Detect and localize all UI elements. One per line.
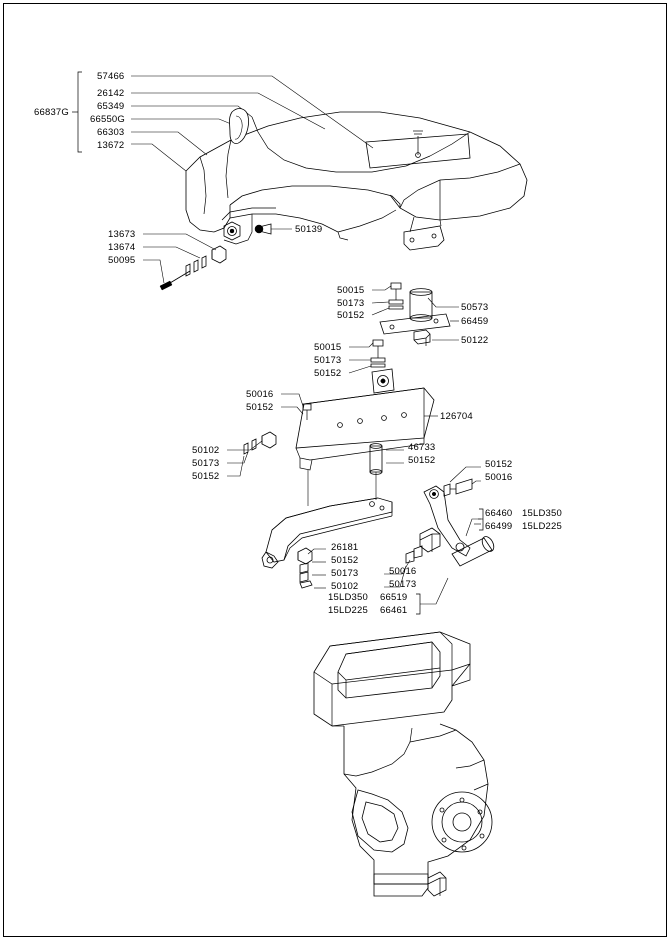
label-46733: 46733 (408, 442, 436, 453)
label-50152-mid2: 50152 (246, 402, 274, 413)
label-66461: 66461 (380, 605, 408, 616)
label-50152-low: 50152 (331, 555, 359, 566)
hood-assembly (186, 109, 527, 250)
label-66837G: 66837G (34, 107, 70, 118)
label-66550G: 66550G (90, 114, 126, 125)
latch-mid-assembly (349, 340, 394, 393)
label-15LD225-rod: 15LD225 (522, 521, 562, 532)
latch-upper-assembly (372, 283, 459, 346)
engine-illustration (314, 632, 492, 896)
label-50102-left: 50102 (192, 445, 220, 456)
bracket-66837G (72, 72, 82, 152)
label-15LD225-engine: 15LD225 (328, 605, 368, 616)
label-50173-mid: 50173 (314, 355, 342, 366)
label-50173-low2: 50173 (389, 579, 417, 590)
bracket-26181 (262, 498, 392, 588)
label-50152-left: 50152 (192, 471, 220, 482)
label-50152-mid: 50152 (314, 368, 342, 379)
label-50102-low: 50102 (331, 581, 359, 592)
label-66303: 66303 (97, 127, 125, 138)
label-66519: 66519 (380, 592, 408, 603)
label-66459: 66459 (461, 316, 489, 327)
label-66460: 66460 (485, 508, 513, 519)
label-50173-low: 50173 (331, 568, 359, 579)
label-50152-rod2: 50152 (485, 459, 513, 470)
label-50173-upper: 50173 (337, 298, 365, 309)
label-50095: 50095 (108, 255, 136, 266)
label-126704: 126704 (440, 411, 473, 422)
leaders-hood-group (131, 76, 373, 171)
label-26181: 26181 (331, 542, 359, 553)
label-50152-rod: 50152 (408, 455, 436, 466)
label-50016-low: 50016 (389, 566, 417, 577)
label-50015-mid: 50015 (314, 342, 342, 353)
label-50015-upper: 50015 (337, 285, 365, 296)
label-66499: 66499 (485, 521, 513, 532)
label-50573: 50573 (461, 302, 489, 313)
label-50016-mid: 50016 (246, 389, 274, 400)
hood-pivot-plate (143, 208, 292, 290)
label-50122: 50122 (461, 335, 489, 346)
label-65349: 65349 (97, 101, 125, 112)
label-57466: 57466 (97, 71, 125, 82)
label-50139: 50139 (295, 224, 323, 235)
label-13673: 13673 (108, 229, 136, 240)
label-26142: 26142 (97, 88, 125, 99)
label-13672: 13672 (97, 140, 125, 151)
label-13674: 13674 (108, 242, 136, 253)
label-15LD350-engine: 15LD350 (328, 592, 368, 603)
label-50152-upper: 50152 (337, 310, 365, 321)
label-15LD350-rod: 15LD350 (522, 508, 562, 519)
label-50016-rod: 50016 (485, 472, 513, 483)
label-50173-left: 50173 (192, 458, 220, 469)
